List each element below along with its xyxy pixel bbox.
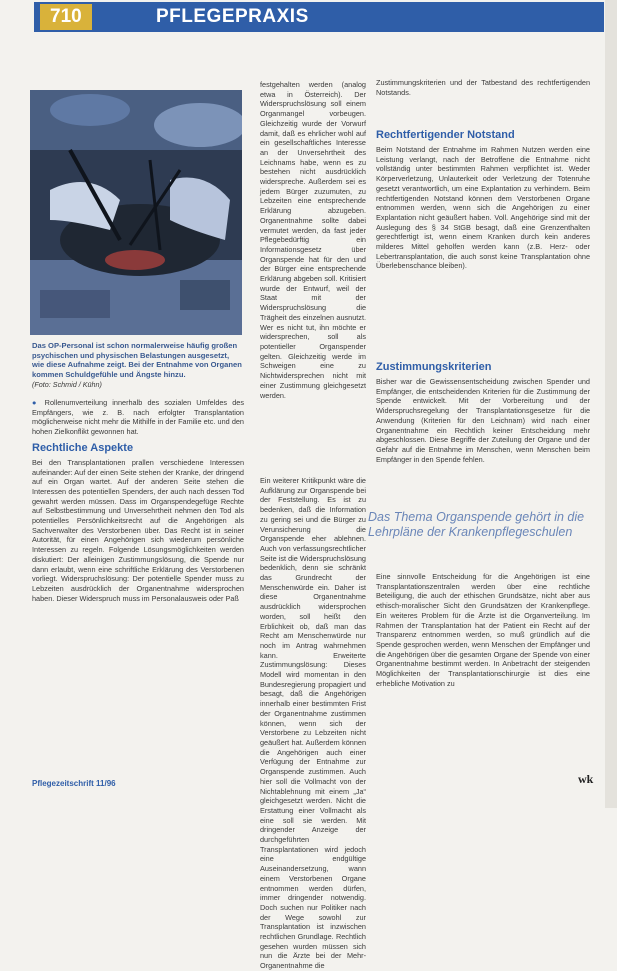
pull-quote: Das Thema Organspende gehört in die Lehrpläne der Krankenpflegeschulen [368,510,585,539]
zustimmung-body: Bisher war die Gewissensentscheidung zwischen Spender und Empfänger, die entscheidenden Kriterien für die Zustimmung der Spende entwickelt. Mit der Vorbereitung und der Widerspruchsregelung der Transplantationsgesetze für die Anwendung (Kriterien für den Leichnam) wird nach einer Organentnahme ein Rechtlich keiner Entscheidung mehr abgeschlossen. Diese Begriffe der Zuteilung der Organe und der Gefahr auf die Entnahme im Menschen, wenn Menschen beim Empfänger in den Spende fehlen. [376,377,590,464]
column-1 [32,398,244,605]
bullet-paragraph [32,398,244,437]
footer-logo: wk [578,772,594,786]
section-title: PFLEGEPRAXIS [156,6,309,27]
page-edge [605,0,617,808]
header-bar [34,2,604,32]
page-number: 710 [40,4,92,30]
column-2-body-top: festgehalten werden (analog etwa in Österreich). Der Widerspruchslösung soll einem Organmangel vorbeugen. Gleichzeitig wurde der Vorwurf damit, daß es ehrlicher wohl auf ein gesellschaftliches Interesse an der Unversehrtheit des Leichnams habe, wenn es zu bestehen nicht ausdrücklich widerspreche. Außerdem sei es jedem Bürger zuzumuten, zu Lebzeiten eine entsprechende Erklärung abzugeben. Organentnahme sollte dabei vermutet werden, da fast jeder Pflegebedürftig ein Informationsgesetz über Organspende hat für den und der Bürger eine entsprechende Erklärung abgeben soll. Kritisiert wurde der Entwurf, weil der Staat mit der Widerspruchslösung die Trägheit des einzelnen ausnutzt. Wer es nicht tut, ihn möchte er widersprechen, soll als potentieller Organspender gelten. Gleichzeitig werde im Schweigen eine zu Nichtwidersprechen nicht mit einer Zustimmung gleichgesetzt werden. [260,80,366,400]
bullet-text: Rollenumverteilung innerhalb des sozialen Umfeldes des Empfängers, wie z. B. nach erfolgter Transplantation möglicherweise nicht mehr die Mithilfe in der Familie etc. und den hohen Zielkonflikt gewonnen hat. [32,398,244,437]
column-2-body-lower: Ein weiterer Kritikpunkt wäre die Aufklärung zur Organspende bei der Feststellung. Es ist zu bedenken, daß die Information zu gering sei und die Bürger zu Verunsicherung die Organspende eher ablehnen. Auch von verfassungsrechtlicher Seite ist die Widerspruchslösung bedenklich, denn sie schränkt das Grundrecht der Menschenwürde ein. Daher ist diese Organentnahme ausdrücklich widersprochen worden, soll heißt den Erblichkeit ob, daß man das Recht am Menschenwürde nur noch im Antrag wahrnehmen kann. Erweiterte Zustimmungslösung: Dieses Modell wird momentan in den Bundesregierung propagiert und besagt, daß die Angehörigen innerhalb einer bestimmten Frist der Organentnahme zustimmen können, wenn sich der Verstorbene zu Lebzeiten nicht geäußert hat. Außerdem können die Angehörigen auch einer Verfügung der Entnahme zur Organspende zustimmen. Auch hier soll die Vollmacht von der Nichtablehnung mit einem „Ja“ gleichgesetzt werden. Nicht die Erstattung einer Vollmacht als eine soll sie werden. Mit dringender Anzeige der durchgeführten Transplantationen wird jedoch eine endgültige Auseinandersetzung, wann einem Verstorbenen Organe entnommen werden dürfen, immer dringender notwendig. Doch suchen nur Politiker nach der Wege sowohl zur Transplantation ist inzwischen rechtlichen Grundlage. Rechtlich gesehen wurden müssen sich nun die Ärzte bei der Mehr-Organentnahme die [260,476,366,971]
heading-rechtliche-aspekte: Rechtliche Aspekte [32,441,134,454]
column-1-body: Bei den Transplantationen prallen verschiedene Interessen aufeinander: Auf der einen Seite stehen der Kranke, der dringend auf ein Organ wartet. Auf der anderen Seite stehen die Interessen des potentiellen Spenders, der auch nach dessen Tod gewahrt werden müssen. Dass im Organspendegefüge Rechte auf Selbstbestimmung und Unversehrtheit nehmen den Tod als potentielles Persönlichkeitsrecht auf die Angehörigen als Sachverwalter des Verstorbenen über. Das Recht ist in seiner Autorität, für einen Angehörigen sich wiederum persönliche Interessen zu regeln. Folgende Lösungsmöglichkeiten werden diskutiert: Der alleinigen Zustimmungslösung, die Spende nur dann erlaubt, wenn eine schriftliche Erklärung des Verstorbenen vorliegt. Widerspruchslösung: Der potentielle Spender muss zu Lebzeiten ausdrücklich der Organentnahme widersprochen haben. Dieser Widerspruch muss im Personalausweis oder Paß [32,457,244,603]
photo-credit: (Foto: Schmid / Kühn) [32,380,102,389]
column-3-notstand [376,128,590,271]
heading-zustimmungskriterien: Zustimmungskriterien [376,361,492,373]
column-3-bottom [376,572,590,688]
column-2-top [260,80,366,402]
photo-caption: Das OP-Personal ist schon normalerweise häufig großen psychischen und physischen Belastungen ausgesetzt, wie diese Aufnahme zeigt. Bei der Entnahme von Organen kommen Schuldgefühle und Ängste hinzu. [32,341,242,379]
surgery-photo [30,90,242,335]
notstand-body: Beim Notstand der Entnahme im Rahmen Nutzen werden eine Leistung verlangt, nach der Betroffene die Entnahme nicht vollständig unter bestimmten Rahmen verpflichtet ist. Weder Körperverletzung, Unlauterkeit oder Verletzung der Totenruhe gesetzt verantwortlich, um eine Explantation zu verhindern. Beim rechtfertigenden Notstand können dem Verstorbenen Organe entnommen werden, wenn sich die Angehörigen zu einer Explantation nicht geäußert haben. Voll. Angehörige sind mit der Auslegung des § 34 StGB besagt, daß eine Grenzenthalten gerechtfertigt ist, wenn einem Kranken durch kein anderes milderes Mittel geholfen werden kann (z.B. Herz- oder Lebertransplantation, die auch sonst keine Transplantation ohne Überlebenschance bleiben). [376,145,590,271]
column-2-lower [260,476,366,971]
heading-rechtfertigender-notstand: Rechtfertigender Notstand [376,129,515,141]
column-3-intro: Zustimmungskriterien und der Tatbestand des rechtfertigenden Notstands. [376,78,590,97]
bullet-icon: ● [32,398,45,407]
surgery-photo-drawing [30,90,242,335]
column-3-body-bottom: Eine sinnvolle Entscheidung für die Angehörigen ist eine Transplantationszentralen werden über eine rechtliche Beteiligung, die auch der ethischen Grundsätze, nicht aber aus ethisch-moralischer Sicht den Grundsätzen der Krankenpflege. Ein weiteres Problem für die Ärzte ist die Organverteilung. Im Rahmen der Transplantation hat der Patient ein Recht auf der Transparenz entnommen werden, so muß gründlich auf die Spende gesprochen werden, wenn Menschen der Empfänger und die Angehörigen über die gesamten Organe der Spende von einer Organentnahme bestimmt werden. In Anbetracht der steigenden Möglichkeiten der Transplantationschirurgie ist dies eine erhebliche Motivation zu [376,572,590,688]
column-3-zustimmung [376,360,590,464]
footer-journal: Pflegezeitschrift 11/96 [32,779,116,788]
